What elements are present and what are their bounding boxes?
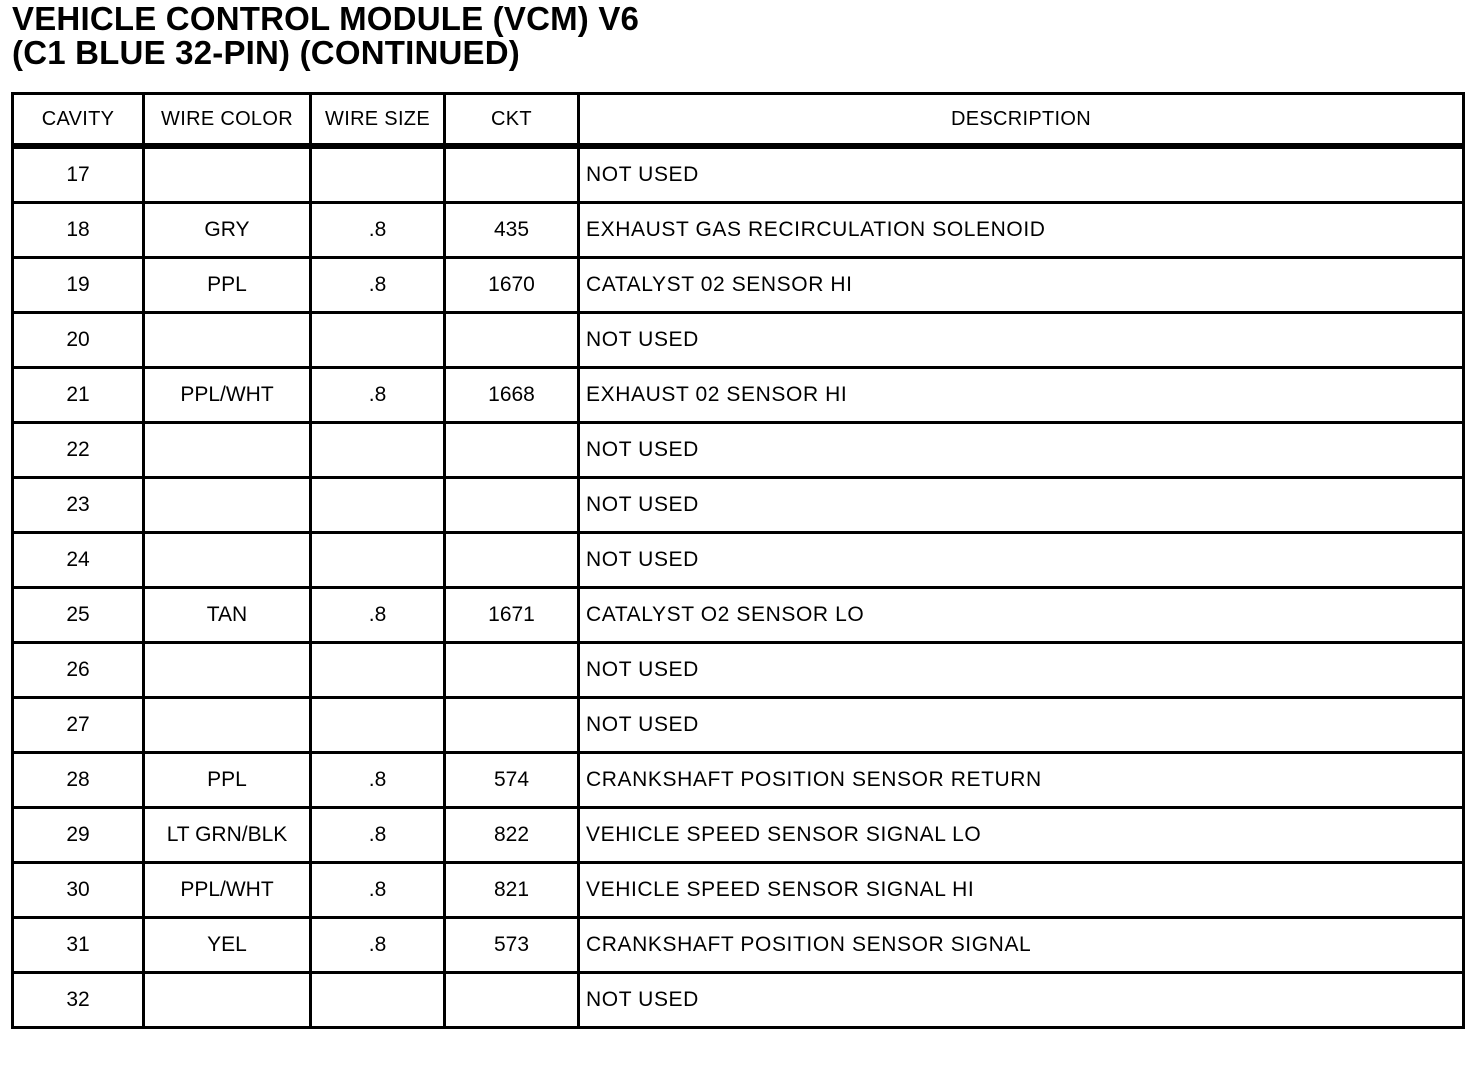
cell-cavity: 19	[13, 258, 144, 313]
cell-cavity: 27	[13, 698, 144, 753]
cell-wire-size: .8	[311, 588, 445, 643]
table-row	[13, 753, 1464, 808]
cell-wire-color: PPL/WHT	[144, 863, 311, 918]
cell-wire-color: PPL/WHT	[144, 368, 311, 423]
cell-wire-size: .8	[311, 863, 445, 918]
cell-description: VEHICLE SPEED SENSOR SIGNAL HI	[579, 863, 1464, 918]
cell-ckt: 574	[445, 753, 579, 808]
header-wire-size: WIRE SIZE	[311, 94, 445, 147]
cell-description: EXHAUST GAS RECIRCULATION SOLENOID	[579, 203, 1464, 258]
cell-wire-size: .8	[311, 368, 445, 423]
connector-pinout-table	[11, 92, 1465, 1029]
table-row	[13, 808, 1464, 863]
cell-wire-size	[311, 533, 445, 588]
cell-ckt: 821	[445, 863, 579, 918]
cell-ckt	[445, 313, 579, 368]
header-row	[13, 94, 1464, 147]
cell-ckt	[445, 533, 579, 588]
cell-cavity: 22	[13, 423, 144, 478]
table-row	[13, 423, 1464, 478]
table-row	[13, 533, 1464, 588]
cell-wire-color	[144, 146, 311, 203]
cell-description: NOT USED	[579, 533, 1464, 588]
table-row	[13, 478, 1464, 533]
cell-description: NOT USED	[579, 478, 1464, 533]
header-wire-color: WIRE COLOR	[144, 94, 311, 147]
cell-ckt: 1668	[445, 368, 579, 423]
cell-wire-color: LT GRN/BLK	[144, 808, 311, 863]
cell-wire-size: .8	[311, 753, 445, 808]
table-body	[13, 146, 1464, 1028]
cell-wire-color: PPL	[144, 753, 311, 808]
cell-description: NOT USED	[579, 313, 1464, 368]
cell-wire-color	[144, 973, 311, 1028]
cell-description: CRANKSHAFT POSITION SENSOR SIGNAL	[579, 918, 1464, 973]
cell-wire-color	[144, 698, 311, 753]
cell-wire-color: YEL	[144, 918, 311, 973]
cell-description: CATALYST O2 SENSOR LO	[579, 588, 1464, 643]
table-row	[13, 313, 1464, 368]
table-row	[13, 918, 1464, 973]
cell-cavity: 17	[13, 146, 144, 203]
header-cavity: CAVITY	[13, 94, 144, 147]
cell-cavity: 24	[13, 533, 144, 588]
table-row	[13, 863, 1464, 918]
title-line-2: (C1 BLUE 32-PIN) (CONTINUED)	[12, 34, 520, 71]
cell-wire-size	[311, 698, 445, 753]
cell-ckt	[445, 146, 579, 203]
header-description: DESCRIPTION	[579, 94, 1464, 147]
cell-wire-color: TAN	[144, 588, 311, 643]
header-ckt: CKT	[445, 94, 579, 147]
cell-ckt	[445, 643, 579, 698]
cell-cavity: 31	[13, 918, 144, 973]
cell-ckt: 435	[445, 203, 579, 258]
table-row	[13, 146, 1464, 203]
cell-wire-color	[144, 643, 311, 698]
table-row	[13, 368, 1464, 423]
cell-description: CATALYST 02 SENSOR HI	[579, 258, 1464, 313]
cell-wire-size: .8	[311, 258, 445, 313]
cell-cavity: 32	[13, 973, 144, 1028]
cell-ckt: 1671	[445, 588, 579, 643]
table-row	[13, 203, 1464, 258]
cell-wire-color: GRY	[144, 203, 311, 258]
table-header	[13, 94, 1464, 147]
cell-wire-size	[311, 478, 445, 533]
cell-description: CRANKSHAFT POSITION SENSOR RETURN	[579, 753, 1464, 808]
cell-cavity: 29	[13, 808, 144, 863]
cell-wire-color: PPL	[144, 258, 311, 313]
cell-ckt	[445, 478, 579, 533]
cell-wire-size: .8	[311, 203, 445, 258]
cell-cavity: 25	[13, 588, 144, 643]
cell-wire-color	[144, 313, 311, 368]
table-row	[13, 643, 1464, 698]
cell-wire-size	[311, 423, 445, 478]
cell-description: NOT USED	[579, 973, 1464, 1028]
cell-ckt	[445, 423, 579, 478]
cell-description: EXHAUST 02 SENSOR HI	[579, 368, 1464, 423]
cell-ckt: 1670	[445, 258, 579, 313]
cell-description: NOT USED	[579, 146, 1464, 203]
cell-description: NOT USED	[579, 643, 1464, 698]
cell-ckt	[445, 698, 579, 753]
cell-wire-size: .8	[311, 808, 445, 863]
table-row	[13, 258, 1464, 313]
cell-wire-color	[144, 478, 311, 533]
cell-wire-size	[311, 643, 445, 698]
cell-wire-color	[144, 423, 311, 478]
table-row	[13, 698, 1464, 753]
cell-wire-size: .8	[311, 918, 445, 973]
cell-cavity: 20	[13, 313, 144, 368]
cell-description: VEHICLE SPEED SENSOR SIGNAL LO	[579, 808, 1464, 863]
cell-wire-color	[144, 533, 311, 588]
cell-ckt	[445, 973, 579, 1028]
cell-cavity: 18	[13, 203, 144, 258]
page-title	[12, 2, 639, 70]
cell-cavity: 28	[13, 753, 144, 808]
table-row	[13, 588, 1464, 643]
cell-description: NOT USED	[579, 698, 1464, 753]
cell-cavity: 26	[13, 643, 144, 698]
cell-wire-size	[311, 313, 445, 368]
cell-cavity: 30	[13, 863, 144, 918]
table-row	[13, 973, 1464, 1028]
cell-cavity: 23	[13, 478, 144, 533]
cell-ckt: 822	[445, 808, 579, 863]
cell-wire-size	[311, 973, 445, 1028]
title-line-1: VEHICLE CONTROL MODULE (VCM) V6	[12, 0, 640, 37]
cell-ckt: 573	[445, 918, 579, 973]
cell-wire-size	[311, 146, 445, 203]
cell-description: NOT USED	[579, 423, 1464, 478]
cell-cavity: 21	[13, 368, 144, 423]
